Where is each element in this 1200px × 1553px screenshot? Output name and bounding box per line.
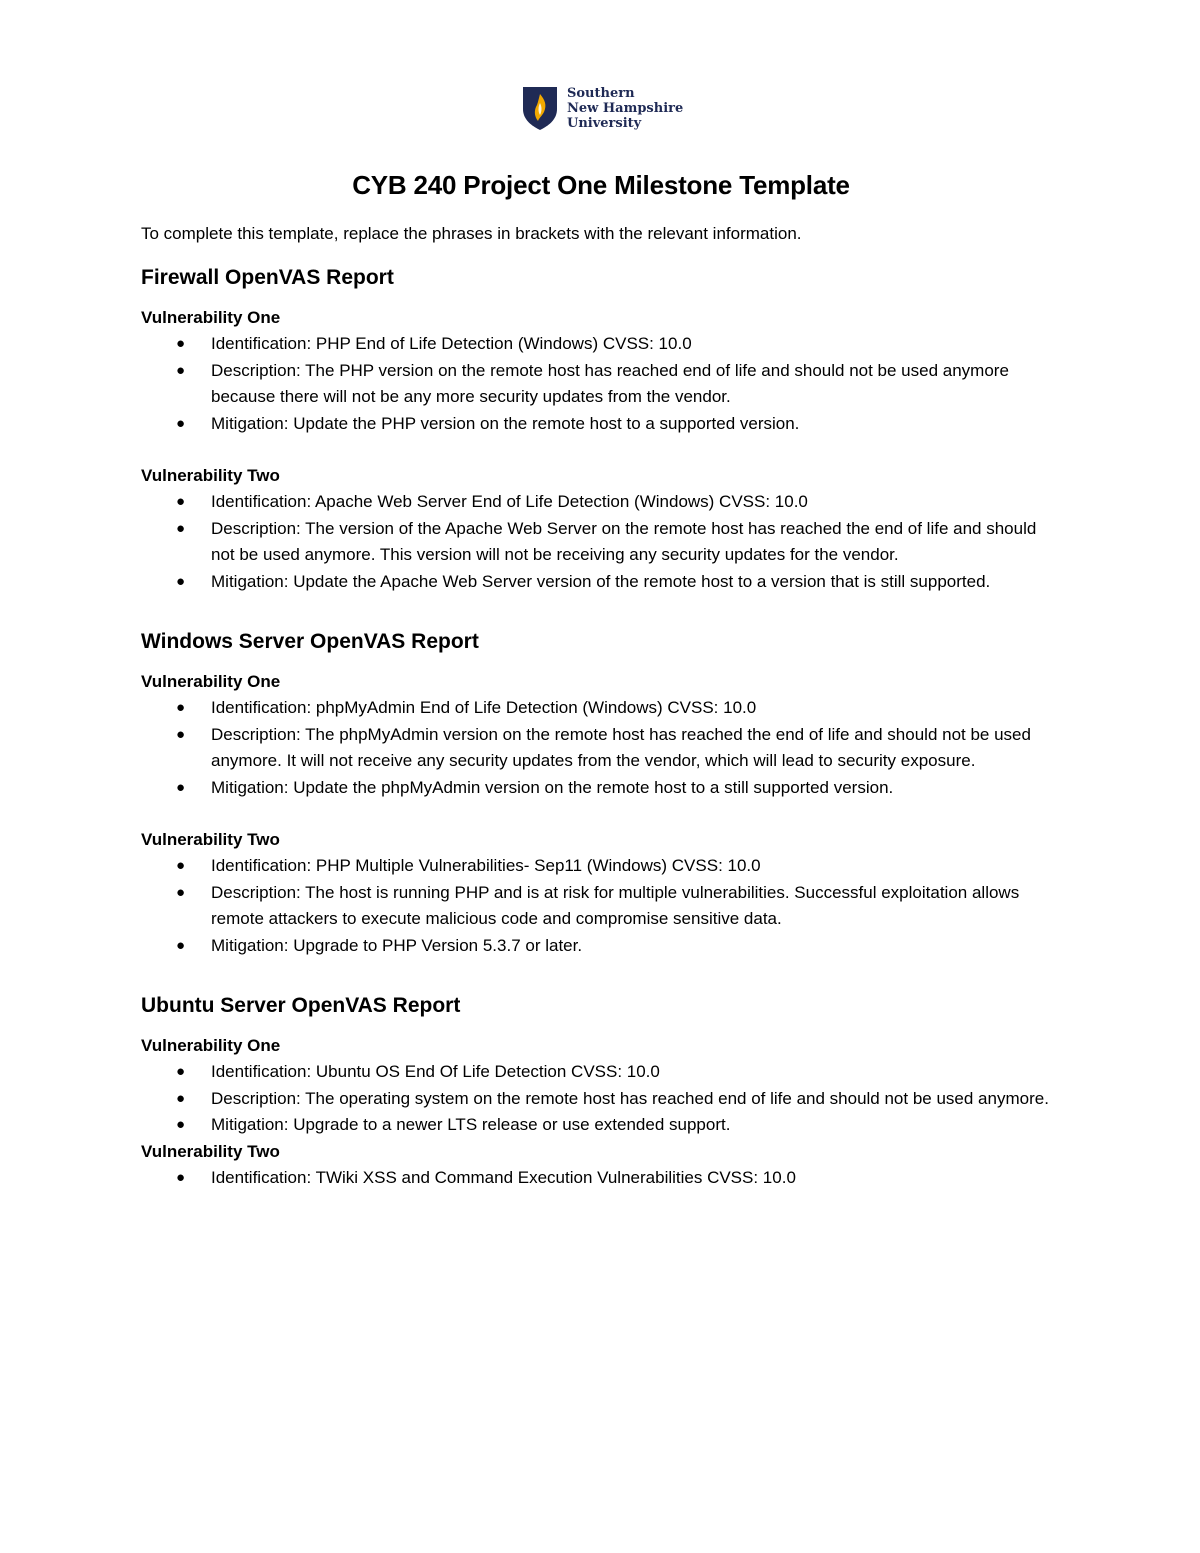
shield-flame-icon (521, 85, 559, 131)
item-text: Identification: Ubuntu OS End Of Life Detection CVSS: 10.0 (211, 1062, 660, 1081)
bullet-icon: ● (176, 1116, 186, 1133)
list-item (141, 853, 1061, 880)
bullet-list (141, 1165, 1061, 1192)
bullet-icon: ● (176, 857, 186, 874)
list-item (141, 1086, 1061, 1113)
item-text: Mitigation: Upgrade to a newer LTS release or use extended support. (211, 1115, 731, 1134)
list-item (141, 695, 1061, 722)
item-text: Description: The PHP version on the remote host has reached end of life and should not be used anymore because there will not be any more security updates from the vendor. (211, 360, 1009, 406)
item-text: Description: The host is running PHP and is at risk for multiple vulnerabilities. Successful exploitation allows remote attackers to execute malicious code and compromise sensitive data. (211, 882, 1020, 928)
item-text: Description: The version of the Apache Web Server on the remote host has reached the end of life and should not be used anymore. This version will not be receiving any security updates for the vendor. (211, 518, 1037, 564)
list-item (141, 331, 1061, 358)
bullet-icon: ● (176, 936, 186, 954)
list-item (141, 516, 1061, 569)
bullet-icon: ● (176, 778, 186, 796)
item-text: Mitigation: Update the Apache Web Server version of the remote host to a version that is still supported. (211, 571, 991, 591)
bullet-list (141, 1059, 1061, 1139)
item-text: Identification: PHP Multiple Vulnerabilities- Sep11 (Windows) CVSS: 10.0 (211, 856, 761, 875)
logo-line-1: Southern (567, 85, 635, 101)
section-heading-ubuntu-server: Ubuntu Server OpenVAS Report (141, 994, 461, 1017)
university-logo (521, 84, 683, 132)
bullet-icon: ● (176, 725, 186, 743)
vulnerability-heading: Vulnerability One (141, 672, 281, 691)
section-heading-windows-server: Windows Server OpenVAS Report (141, 630, 479, 653)
list-item (141, 1112, 1061, 1139)
list-item (141, 358, 1061, 411)
bullet-icon: ● (176, 414, 186, 432)
vulnerability-heading: Vulnerability Two (141, 1141, 280, 1161)
document-title: CYB 240 Project One Milestone Template (352, 170, 850, 200)
list-item (141, 775, 1061, 802)
list-item (141, 933, 1061, 960)
logo-wordmark (567, 86, 683, 131)
vulnerability-heading: Vulnerability One (141, 308, 281, 327)
bullet-list (141, 331, 1061, 437)
logo-line-3: University (567, 115, 642, 131)
bullet-list (141, 853, 1061, 959)
item-text: Identification: Apache Web Server End of Life Detection (Windows) CVSS: 10.0 (211, 492, 808, 511)
list-item (141, 722, 1061, 775)
bullet-icon: ● (176, 699, 186, 716)
list-item (141, 489, 1061, 516)
bullet-icon: ● (176, 572, 186, 590)
bullet-icon: ● (176, 1089, 186, 1107)
document-body (141, 166, 1061, 1191)
item-text: Description: The phpMyAdmin version on the remote host has reached the end of life and should not be used anymore. It will not receive any security updates from the vendor, which will lead to security exposure. (211, 724, 1031, 770)
list-item (141, 1059, 1061, 1086)
list-item (141, 569, 1061, 596)
bullet-icon: ● (176, 493, 186, 510)
vulnerability-heading: Vulnerability Two (141, 466, 280, 485)
bullet-icon: ● (176, 1168, 186, 1186)
list-item (141, 411, 1061, 438)
item-text: Mitigation: Update the PHP version on the remote host to a supported version. (211, 413, 800, 433)
vulnerability-heading: Vulnerability One (141, 1036, 281, 1055)
bullet-icon: ● (176, 519, 186, 537)
vulnerability-heading: Vulnerability Two (141, 830, 280, 849)
item-text: Identification: PHP End of Life Detection (Windows) CVSS: 10.0 (211, 334, 692, 353)
item-text: Mitigation: Upgrade to PHP Version 5.3.7 or later. (211, 935, 583, 955)
bullet-icon: ● (176, 335, 186, 352)
list-item (141, 1165, 1061, 1192)
bullet-icon: ● (176, 361, 186, 379)
list-item (141, 880, 1061, 933)
item-text: Identification: phpMyAdmin End of Life Detection (Windows) CVSS: 10.0 (211, 698, 757, 717)
intro-paragraph: To complete this template, replace the phrases in brackets with the relevant information. (141, 224, 802, 243)
bullet-list (141, 489, 1061, 595)
item-text: Description: The operating system on the remote host has reached end of life and should not be used anymore. (211, 1088, 1049, 1108)
logo-line-2: New Hampshire (567, 100, 684, 116)
item-text: Mitigation: Update the phpMyAdmin version on the remote host to a still supported version. (211, 777, 894, 797)
bullet-list (141, 695, 1061, 801)
section-heading-firewall: Firewall OpenVAS Report (141, 266, 394, 289)
bullet-icon: ● (176, 1063, 186, 1080)
bullet-icon: ● (176, 883, 186, 901)
item-text: Identification: TWiki XSS and Command Execution Vulnerabilities CVSS: 10.0 (211, 1167, 796, 1187)
